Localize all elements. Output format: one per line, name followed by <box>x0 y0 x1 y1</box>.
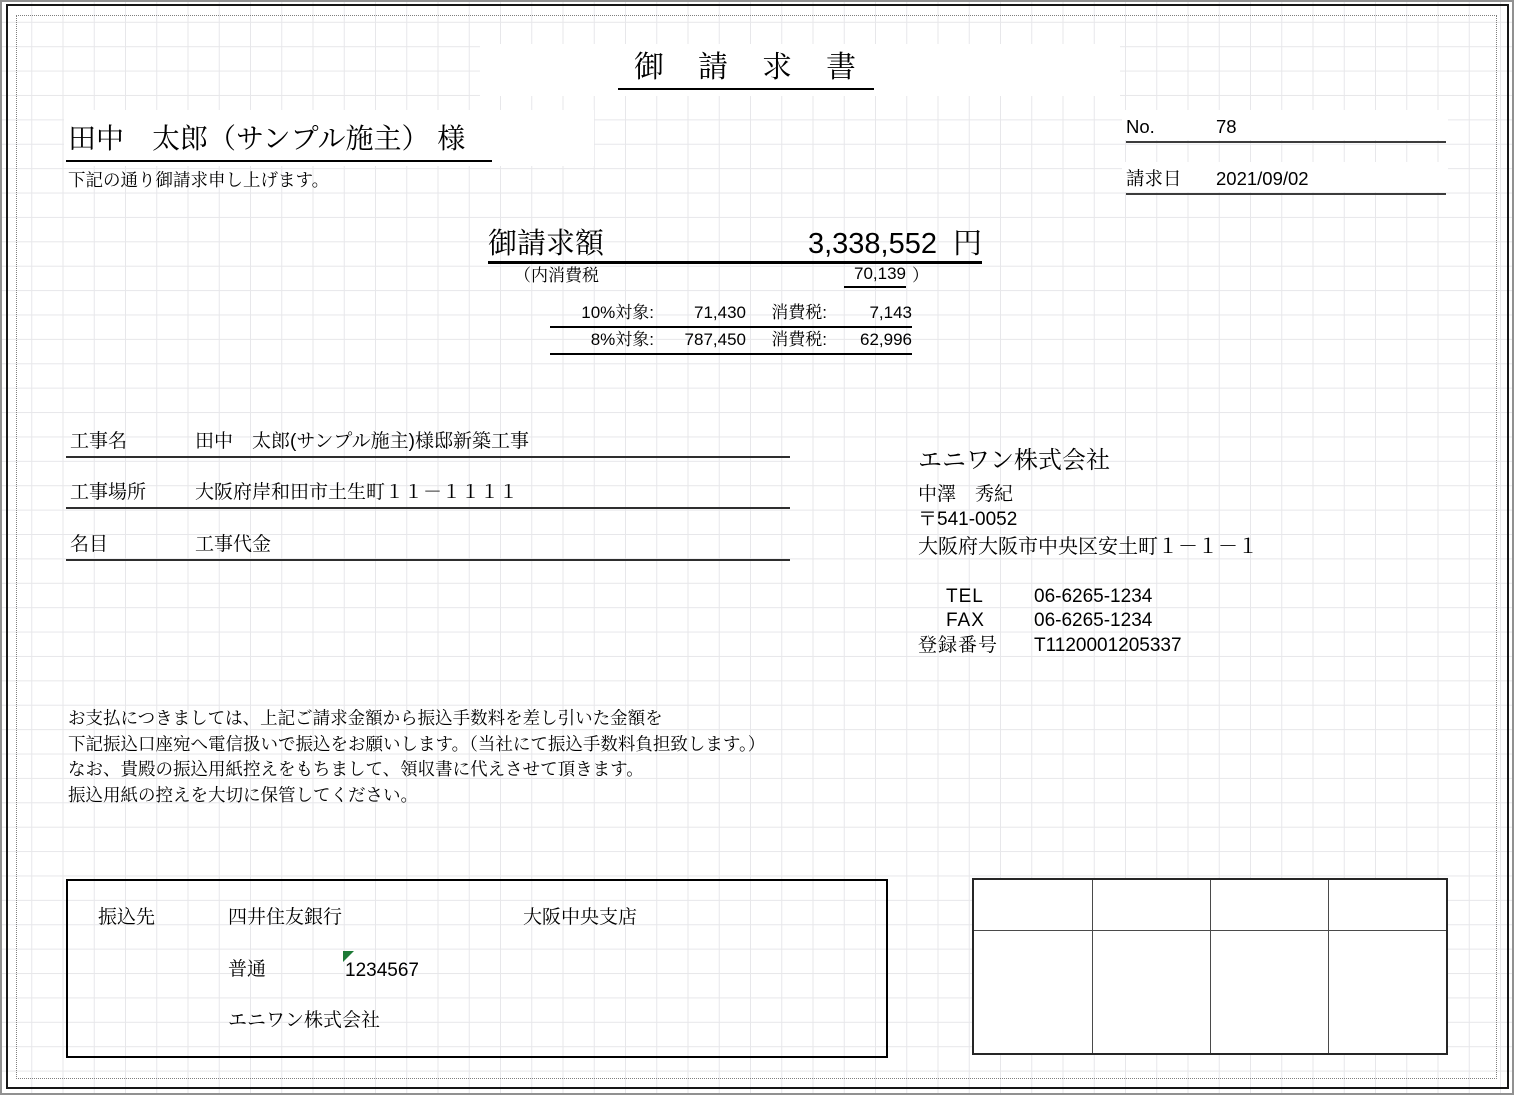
billed-amount-label: 御請求額 <box>488 228 605 260</box>
stamp-cell <box>1092 930 1210 1053</box>
tel-value: 06-6265-1234 <box>1034 586 1153 607</box>
project-site-row <box>66 480 790 509</box>
bank-branch: 大阪中央支店 <box>523 907 638 928</box>
registration-number-label: 登録番号 <box>918 635 999 656</box>
issuer-company-name: エニワン株式会社 <box>918 447 1110 474</box>
payment-note-line: お支払につきましては、上記ご請求金額から振込手数料を差し引いた金額を <box>68 708 663 728</box>
project-site-label: 工事場所 <box>70 482 147 503</box>
fax-value: 06-6265-1234 <box>1034 610 1153 631</box>
stamp-cell <box>1210 930 1328 1053</box>
project-purpose-value: 工事代金 <box>195 534 272 555</box>
payment-note-line: 振込用紙の控えを大切に保管してください。 <box>68 784 418 805</box>
invoice-number-row <box>1126 113 1446 143</box>
payment-notes <box>68 706 765 808</box>
bank-transfer-label: 振込先 <box>98 907 156 928</box>
tax-base-value: 71,430 <box>694 303 746 322</box>
project-purpose-row <box>66 532 790 561</box>
inner-tax-open: （内消費税 <box>514 266 599 285</box>
tax-rate-label: 10%対象: <box>581 303 654 322</box>
billed-amount-group <box>808 227 982 261</box>
billed-amount-value: 3,338,552 <box>807 228 937 260</box>
tax-rate-label: 8%対象: <box>590 330 654 349</box>
account-type: 普通 <box>228 959 267 980</box>
invoice-date-label: 請求日 <box>1126 168 1182 189</box>
tax-base-value: 787,450 <box>684 330 746 349</box>
stamp-cell <box>1328 880 1446 930</box>
invoice-number-value: 78 <box>1216 116 1237 137</box>
bank-name: 四井住友銀行 <box>228 907 343 928</box>
recipient-name: 田中 太郎（サンプル施主） 様 <box>66 116 492 162</box>
tel-label: TEL <box>946 586 984 607</box>
stamp-cell <box>1092 880 1210 930</box>
stamp-approval-table <box>972 878 1448 1055</box>
stamp-cell <box>974 880 1092 930</box>
registration-number-value: T1120001205337 <box>1034 635 1182 656</box>
project-site-value: 大阪府岸和田市土生町１１－１１１１ <box>195 482 519 503</box>
issuer-address: 大阪府大阪市中央区安土町１－１－１ <box>918 536 1258 558</box>
payment-note-line: なお、貴殿の振込用紙控えをもちまして、領収書に代えさせて頂きます。 <box>68 759 644 779</box>
inner-tax-close: ） <box>912 266 929 285</box>
invoice-date-value: 2021/09/02 <box>1216 168 1309 189</box>
billed-amount-unit: 円 <box>952 228 982 260</box>
tax-value: 62,996 <box>860 330 912 349</box>
stamp-cell <box>1328 930 1446 1053</box>
issuer-postal-code: 〒541-0052 <box>918 509 1018 530</box>
invoice-number-label: No. <box>1126 116 1155 137</box>
stamp-cell <box>974 930 1092 1053</box>
greeting-text: 下記の通り御請求申し上げます。 <box>68 170 330 190</box>
page-title: 御 請 求 書 <box>618 45 874 90</box>
account-holder: エニワン株式会社 <box>228 1010 381 1031</box>
account-number: 1234567 <box>345 960 419 981</box>
tax-row-10pct <box>550 301 912 328</box>
fax-label: FAX <box>946 610 985 631</box>
billed-amount-row <box>488 224 982 264</box>
project-name-row <box>66 429 790 458</box>
project-name-value: 田中 太郎(サンプル施主)様邸新築工事 <box>195 431 529 452</box>
inner-tax-value: 70,139 <box>844 262 906 288</box>
payment-note-line: 下記振込口座宛へ電信扱いで振込をお願いします。（当社にて振込手数料負担致します。） <box>68 733 766 754</box>
issuer-person-name: 中澤 秀紀 <box>918 484 1014 505</box>
tax-breakdown-table <box>550 301 912 355</box>
tax-value: 7,143 <box>869 303 912 322</box>
project-name-label: 工事名 <box>70 431 128 452</box>
invoice-date-row <box>1126 165 1446 195</box>
tax-row-8pct <box>550 328 912 355</box>
bank-transfer-box <box>66 879 888 1058</box>
tax-label: 消費税: <box>771 303 827 322</box>
stamp-cell <box>1210 880 1328 930</box>
tax-label: 消費税: <box>771 330 827 349</box>
project-purpose-label: 名目 <box>70 534 109 555</box>
